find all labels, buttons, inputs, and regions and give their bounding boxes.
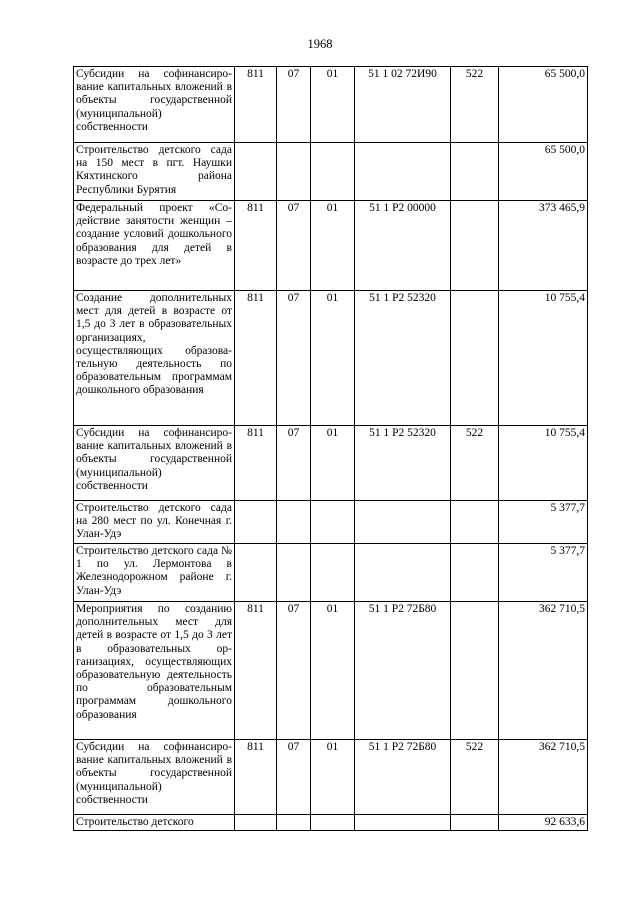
row-expense-type-cell: 522 [451,67,499,143]
row-target-article-cell: 51 1 Р2 52320 [355,426,451,501]
row-section-cell: 07 [277,602,311,740]
row-name-cell: Строительство детского сада № 1 по ул. Лермонтова в Железнодорожном районе г. Улан-Удэ [74,544,235,602]
row-grbs-cell [235,501,277,544]
row-name-cell: Субсидии на софинансирование капитальных вложений в объекты государственной (муниципальной) собственности [74,426,235,501]
table-row [74,501,588,544]
row-amount-cell: 362 710,5 [499,602,588,740]
row-name-cell: Субсидии на софинансирование капитальных вложений в объекты государственной (муниципальной) собственности [74,740,235,815]
row-expense-type-cell [451,143,499,201]
row-grbs-cell: 811 [235,602,277,740]
row-section-cell [277,501,311,544]
row-section-cell: 07 [277,201,311,291]
row-amount-cell: 10 755,4 [499,426,588,501]
row-name-cell: Создание дополнительных мест для детей в возрасте от 1,5 до 3 лет в образовательных организациях, осуществляющих образовательную деятельность по образовательным программам дошкольного образования [74,291,235,426]
row-grbs-cell: 811 [235,201,277,291]
row-amount-cell: 5 377,7 [499,501,588,544]
row-amount-cell: 5 377,7 [499,544,588,602]
row-target-article-cell: 51 1 Р2 72Б80 [355,602,451,740]
row-subsection-cell [311,544,355,602]
row-grbs-cell: 811 [235,740,277,815]
row-grbs-cell: 811 [235,67,277,143]
row-name-cell: Мероприятия по созданию дополнительных мест для детей в возрасте от 1,5 до 3 лет в образовательных организациях, осуществляющих образовательную деятельность по образовательным программам дошкольного образования [74,602,235,740]
row-section-cell [277,143,311,201]
table-row [74,426,588,501]
budget-table-body [74,67,588,831]
row-section-cell [277,815,311,831]
table-row [74,740,588,815]
row-amount-cell: 373 465,9 [499,201,588,291]
row-subsection-cell: 01 [311,602,355,740]
row-subsection-cell [311,143,355,201]
row-subsection-cell [311,501,355,544]
row-expense-type-cell [451,602,499,740]
row-section-cell: 07 [277,426,311,501]
table-row [74,67,588,143]
row-amount-cell: 65 500,0 [499,67,588,143]
row-expense-type-cell [451,544,499,602]
row-subsection-cell: 01 [311,201,355,291]
row-expense-type-cell [451,201,499,291]
row-name-cell: Строительство детского сада на 150 мест в пгт. Наушки Кяхтинского района Республики Бурятия [74,143,235,201]
row-grbs-cell [235,544,277,602]
row-target-article-cell [355,544,451,602]
row-section-cell: 07 [277,67,311,143]
row-name-cell: Строительство детского [74,815,235,831]
table-row [74,143,588,201]
row-expense-type-cell: 522 [451,426,499,501]
row-name-cell: Строительство детского сада на 280 мест по ул. Конечная г. Улан-Удэ [74,501,235,544]
row-subsection-cell: 01 [311,426,355,501]
row-subsection-cell: 01 [311,67,355,143]
table-row [74,201,588,291]
table-row [74,291,588,426]
row-amount-cell: 65 500,0 [499,143,588,201]
row-expense-type-cell: 522 [451,740,499,815]
row-expense-type-cell [451,501,499,544]
table-row [74,602,588,740]
row-expense-type-cell [451,291,499,426]
row-grbs-cell: 811 [235,291,277,426]
row-target-article-cell: 51 1 Р2 00000 [355,201,451,291]
table-row [74,544,588,602]
table-row [74,815,588,831]
row-section-cell: 07 [277,291,311,426]
row-name-cell: Субсидии на софинансирование капитальных вложений в объекты государственной (муниципальной) собственности [74,67,235,143]
row-target-article-cell [355,501,451,544]
row-target-article-cell: 51 1 02 72И90 [355,67,451,143]
row-name-cell: Федеральный проект «Содействие занятости женщин – создание условий дошкольного образования для детей в возрасте до трех лет» [74,201,235,291]
row-target-article-cell [355,815,451,831]
page-number: 1968 [307,37,333,51]
row-expense-type-cell [451,815,499,831]
row-target-article-cell: 51 1 Р2 52320 [355,291,451,426]
row-grbs-cell [235,143,277,201]
row-section-cell: 07 [277,740,311,815]
row-subsection-cell: 01 [311,740,355,815]
row-grbs-cell [235,815,277,831]
row-amount-cell: 10 755,4 [499,291,588,426]
row-subsection-cell: 01 [311,291,355,426]
row-target-article-cell [355,143,451,201]
row-grbs-cell: 811 [235,426,277,501]
row-amount-cell: 362 710,5 [499,740,588,815]
row-amount-cell: 92 633,6 [499,815,588,831]
row-target-article-cell: 51 1 Р2 72Б80 [355,740,451,815]
row-subsection-cell [311,815,355,831]
budget-table [73,66,588,831]
row-section-cell [277,544,311,602]
